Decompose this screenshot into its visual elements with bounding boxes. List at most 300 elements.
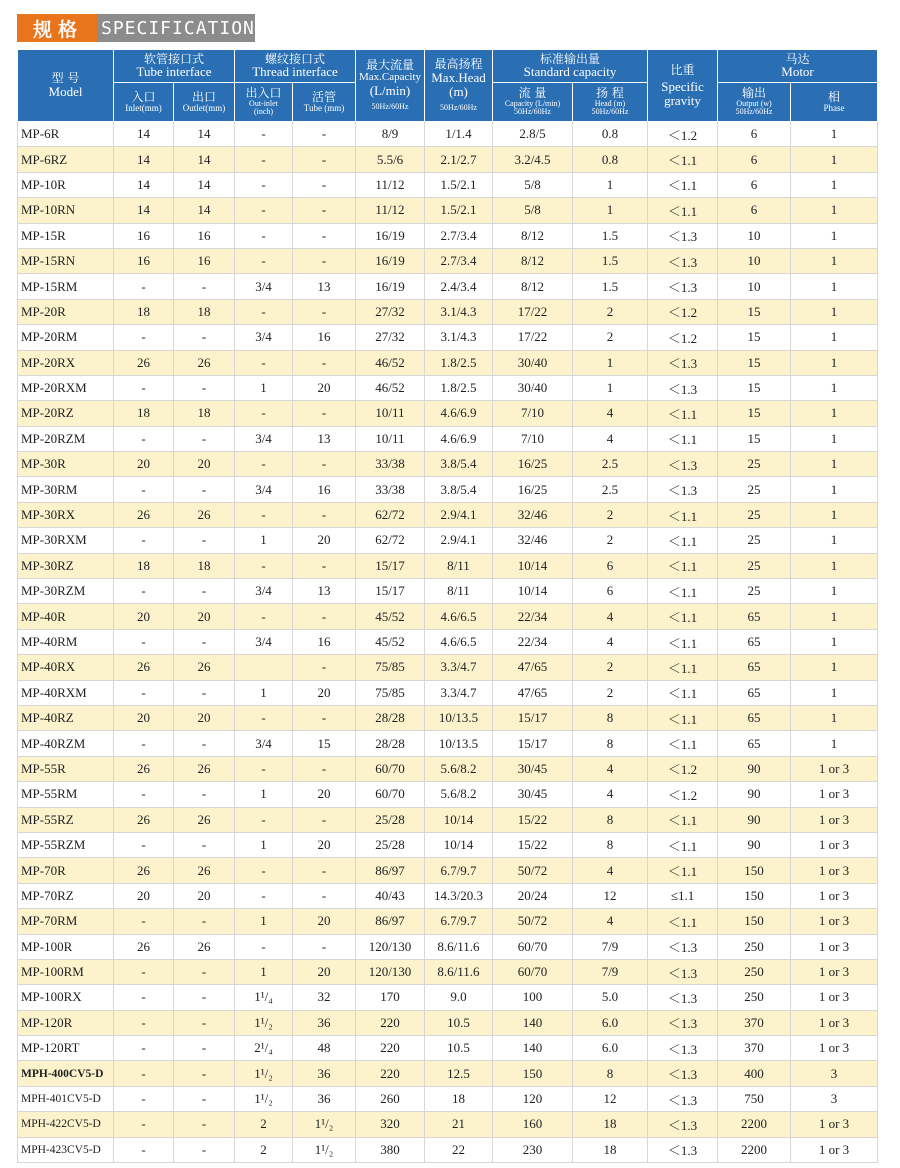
- table-row: [18, 1061, 878, 1086]
- cell-sg: ＜1.2: [648, 299, 718, 324]
- cell-maxhead: 10/14: [425, 807, 493, 832]
- cell-tube: -: [293, 198, 356, 223]
- cell-outlet: -: [174, 1010, 235, 1035]
- cell-thread: [235, 655, 293, 680]
- cell-model: MP-20RM: [18, 325, 114, 350]
- cell-sg: ＜1.3: [648, 452, 718, 477]
- cell-stdcap: 8/12: [493, 223, 573, 248]
- header-specific-gravity: 比重 Specific gravity: [648, 50, 718, 122]
- cell-phase: 1: [791, 299, 878, 324]
- cell-sg: ＜1.1: [648, 731, 718, 756]
- cell-model: MP-30RZ: [18, 553, 114, 578]
- cell-stdcap: 120: [493, 1086, 573, 1111]
- cell-thread: 1¹/₂: [235, 1010, 293, 1035]
- cell-outlet: 14: [174, 122, 235, 147]
- cell-stdcap: 30/40: [493, 375, 573, 400]
- cell-output: 90: [718, 807, 791, 832]
- cell-thread: -: [235, 452, 293, 477]
- cell-maxhead: 9.0: [425, 985, 493, 1010]
- cell-outlet: -: [174, 274, 235, 299]
- cell-phase: 1: [791, 401, 878, 426]
- header-max-capacity: 最大流量 Max.Capacity (L/min) 50Hz/60Hz: [356, 50, 425, 122]
- cell-stdhead: 6.0: [573, 1010, 648, 1035]
- cell-inlet: 20: [114, 705, 174, 730]
- cell-model: MP-10R: [18, 172, 114, 197]
- cell-outlet: -: [174, 731, 235, 756]
- cell-stdhead: 4: [573, 426, 648, 451]
- cell-stdcap: 140: [493, 1036, 573, 1061]
- cell-thread: 1: [235, 528, 293, 553]
- cell-sg: ＜1.3: [648, 1086, 718, 1111]
- cell-stdhead: 4: [573, 756, 648, 781]
- table-row: [18, 528, 878, 553]
- cell-outlet: -: [174, 782, 235, 807]
- cell-stdhead: 7/9: [573, 934, 648, 959]
- cell-model: MP-55RM: [18, 782, 114, 807]
- cell-outlet: -: [174, 680, 235, 705]
- cell-thread: 2: [235, 1137, 293, 1162]
- cell-maxhead: 6.7/9.7: [425, 909, 493, 934]
- cell-tube: -: [293, 248, 356, 273]
- cell-maxcap: 60/70: [356, 782, 425, 807]
- header-motor-phase: 相 Phase: [791, 83, 878, 122]
- cell-phase: 1 or 3: [791, 832, 878, 857]
- cell-maxhead: 3.8/5.4: [425, 452, 493, 477]
- cell-maxhead: 3.1/4.3: [425, 325, 493, 350]
- cell-model: MP-70RM: [18, 909, 114, 934]
- cell-phase: 1: [791, 274, 878, 299]
- cell-output: 150: [718, 909, 791, 934]
- cell-model: MP-100RX: [18, 985, 114, 1010]
- cell-model: MP-6R: [18, 122, 114, 147]
- cell-stdcap: 15/22: [493, 807, 573, 832]
- cell-output: 6: [718, 172, 791, 197]
- cell-maxcap: 25/28: [356, 832, 425, 857]
- cell-stdhead: 2: [573, 502, 648, 527]
- cell-tube: -: [293, 807, 356, 832]
- cell-maxcap: 15/17: [356, 553, 425, 578]
- cell-stdcap: 160: [493, 1112, 573, 1137]
- cell-stdhead: 12: [573, 883, 648, 908]
- cell-tube: 13: [293, 426, 356, 451]
- cell-outlet: -: [174, 909, 235, 934]
- cell-thread: -: [235, 223, 293, 248]
- cell-inlet: -: [114, 375, 174, 400]
- cell-model: MP-40R: [18, 604, 114, 629]
- cell-phase: 1 or 3: [791, 1010, 878, 1035]
- cell-outlet: 16: [174, 248, 235, 273]
- cell-maxhead: 4.6/6.5: [425, 604, 493, 629]
- cell-sg: ＜1.1: [648, 705, 718, 730]
- cell-outlet: 20: [174, 452, 235, 477]
- cell-output: 250: [718, 959, 791, 984]
- cell-thread: -: [235, 807, 293, 832]
- cell-maxcap: 28/28: [356, 731, 425, 756]
- cell-output: 15: [718, 299, 791, 324]
- header-std-head: 扬 程 Head (m) 50Hz/60Hz: [573, 83, 648, 122]
- cell-outlet: 18: [174, 401, 235, 426]
- cell-model: MP-6RZ: [18, 147, 114, 172]
- cell-maxcap: 120/130: [356, 934, 425, 959]
- cell-output: 25: [718, 528, 791, 553]
- cell-stdcap: 10/14: [493, 579, 573, 604]
- cell-stdcap: 2.8/5: [493, 122, 573, 147]
- cell-stdhead: 4: [573, 401, 648, 426]
- cell-thread: 3/4: [235, 477, 293, 502]
- cell-model: MPH-400CV5-D: [18, 1061, 114, 1086]
- cell-stdcap: 20/24: [493, 883, 573, 908]
- cell-output: 400: [718, 1061, 791, 1086]
- cell-model: MP-55R: [18, 756, 114, 781]
- cell-inlet: 26: [114, 858, 174, 883]
- cell-thread: 2¹/₄: [235, 1036, 293, 1061]
- table-row: [18, 883, 878, 908]
- cell-stdcap: 60/70: [493, 934, 573, 959]
- cell-sg: ＜1.1: [648, 401, 718, 426]
- cell-inlet: -: [114, 274, 174, 299]
- cell-stdcap: 30/40: [493, 350, 573, 375]
- cell-stdcap: 7/10: [493, 401, 573, 426]
- cell-tube: 20: [293, 680, 356, 705]
- cell-stdhead: 2: [573, 528, 648, 553]
- cell-stdhead: 0.8: [573, 147, 648, 172]
- cell-phase: 1: [791, 122, 878, 147]
- cell-output: 15: [718, 375, 791, 400]
- cell-outlet: 20: [174, 883, 235, 908]
- cell-thread: 1¹/₂: [235, 1061, 293, 1086]
- cell-sg: ＜1.1: [648, 528, 718, 553]
- cell-thread: 3/4: [235, 325, 293, 350]
- cell-maxcap: 320: [356, 1112, 425, 1137]
- header-tube-inlet: 入口 Inlet(mm): [114, 83, 174, 122]
- cell-thread: 3/4: [235, 731, 293, 756]
- cell-maxcap: 27/32: [356, 299, 425, 324]
- cell-thread: 2: [235, 1112, 293, 1137]
- table-body: [18, 122, 878, 1163]
- table-row: [18, 401, 878, 426]
- cell-maxcap: 170: [356, 985, 425, 1010]
- cell-model: MP-120RT: [18, 1036, 114, 1061]
- cell-sg: ＜1.1: [648, 553, 718, 578]
- cell-stdhead: 1.5: [573, 223, 648, 248]
- cell-stdhead: 2: [573, 299, 648, 324]
- table-row: [18, 248, 878, 273]
- cell-stdhead: 2: [573, 325, 648, 350]
- cell-maxhead: 3.3/4.7: [425, 655, 493, 680]
- cell-maxcap: 220: [356, 1010, 425, 1035]
- cell-stdcap: 60/70: [493, 959, 573, 984]
- table-row: [18, 477, 878, 502]
- cell-output: 90: [718, 782, 791, 807]
- cell-tube: -: [293, 122, 356, 147]
- cell-tube: 48: [293, 1036, 356, 1061]
- cell-stdcap: 8/12: [493, 274, 573, 299]
- cell-tube: 16: [293, 629, 356, 654]
- cell-output: 25: [718, 477, 791, 502]
- cell-outlet: -: [174, 528, 235, 553]
- cell-output: 370: [718, 1036, 791, 1061]
- cell-maxcap: 46/52: [356, 350, 425, 375]
- cell-maxcap: 62/72: [356, 528, 425, 553]
- cell-outlet: 26: [174, 807, 235, 832]
- table-row: [18, 325, 878, 350]
- cell-outlet: -: [174, 1061, 235, 1086]
- cell-maxhead: 1.5/2.1: [425, 198, 493, 223]
- cell-model: MP-40RZM: [18, 731, 114, 756]
- cell-output: 15: [718, 426, 791, 451]
- cell-maxcap: 11/12: [356, 172, 425, 197]
- cell-maxcap: 75/85: [356, 680, 425, 705]
- cell-maxcap: 10/11: [356, 426, 425, 451]
- cell-output: 65: [718, 655, 791, 680]
- cell-stdhead: 2.5: [573, 477, 648, 502]
- cell-model: MP-40RM: [18, 629, 114, 654]
- cell-stdcap: 5/8: [493, 198, 573, 223]
- cell-stdcap: 230: [493, 1137, 573, 1162]
- cell-stdhead: 6: [573, 553, 648, 578]
- cell-output: 25: [718, 452, 791, 477]
- cell-stdhead: 4: [573, 604, 648, 629]
- cell-inlet: -: [114, 579, 174, 604]
- cell-maxhead: 3.8/5.4: [425, 477, 493, 502]
- cell-maxhead: 2.4/3.4: [425, 274, 493, 299]
- header-thread-outinlet: 出入口 Out-inlet (inch): [235, 83, 293, 122]
- cell-phase: 1 or 3: [791, 1036, 878, 1061]
- cell-maxhead: 10/13.5: [425, 705, 493, 730]
- cell-sg: ＜1.1: [648, 680, 718, 705]
- cell-stdhead: 2.5: [573, 452, 648, 477]
- cell-stdhead: 7/9: [573, 959, 648, 984]
- cell-stdhead: 0.8: [573, 122, 648, 147]
- cell-output: 65: [718, 680, 791, 705]
- table-row: [18, 832, 878, 857]
- cell-phase: 1 or 3: [791, 934, 878, 959]
- table-row: [18, 985, 878, 1010]
- cell-maxhead: 10/14: [425, 832, 493, 857]
- cell-sg: ＜1.3: [648, 1112, 718, 1137]
- cell-phase: 1 or 3: [791, 807, 878, 832]
- cell-inlet: -: [114, 426, 174, 451]
- cell-maxhead: 2.7/3.4: [425, 223, 493, 248]
- cell-stdcap: 15/17: [493, 705, 573, 730]
- cell-inlet: -: [114, 1086, 174, 1111]
- cell-tube: 36: [293, 1010, 356, 1035]
- cell-output: 2200: [718, 1112, 791, 1137]
- cell-sg: ＜1.3: [648, 1036, 718, 1061]
- cell-outlet: -: [174, 375, 235, 400]
- cell-thread: -: [235, 553, 293, 578]
- cell-tube: 36: [293, 1061, 356, 1086]
- cell-output: 15: [718, 350, 791, 375]
- cell-outlet: 14: [174, 147, 235, 172]
- cell-maxhead: 10/13.5: [425, 731, 493, 756]
- table-row: [18, 731, 878, 756]
- table-row: [18, 122, 878, 147]
- cell-outlet: 26: [174, 655, 235, 680]
- cell-phase: 1: [791, 680, 878, 705]
- cell-stdcap: 30/45: [493, 782, 573, 807]
- cell-inlet: -: [114, 782, 174, 807]
- table-row: [18, 579, 878, 604]
- cell-stdcap: 17/22: [493, 325, 573, 350]
- cell-outlet: 20: [174, 604, 235, 629]
- cell-model: MPH-423CV5-D: [18, 1137, 114, 1162]
- cell-sg: ＜1.3: [648, 1010, 718, 1035]
- cell-maxcap: 120/130: [356, 959, 425, 984]
- cell-maxcap: 33/38: [356, 452, 425, 477]
- cell-thread: -: [235, 502, 293, 527]
- cell-stdhead: 1.5: [573, 248, 648, 273]
- cell-maxcap: 75/85: [356, 655, 425, 680]
- table-row: [18, 172, 878, 197]
- header-motor: 马达 Motor: [718, 50, 878, 83]
- cell-phase: 3: [791, 1086, 878, 1111]
- cell-model: MP-10RN: [18, 198, 114, 223]
- cell-model: MPH-422CV5-D: [18, 1112, 114, 1137]
- cell-stdhead: 2: [573, 655, 648, 680]
- cell-thread: 3/4: [235, 579, 293, 604]
- cell-inlet: 16: [114, 223, 174, 248]
- header-model: 型 号 Model: [18, 50, 114, 122]
- cell-thread: -: [235, 705, 293, 730]
- cell-tube: -: [293, 502, 356, 527]
- cell-output: 750: [718, 1086, 791, 1111]
- cell-inlet: 16: [114, 248, 174, 273]
- cell-maxcap: 10/11: [356, 401, 425, 426]
- cell-stdcap: 10/14: [493, 553, 573, 578]
- cell-inlet: 26: [114, 934, 174, 959]
- cell-maxhead: 8.6/11.6: [425, 934, 493, 959]
- cell-outlet: 26: [174, 502, 235, 527]
- cell-phase: 1: [791, 502, 878, 527]
- cell-tube: -: [293, 223, 356, 248]
- cell-sg: ＜1.3: [648, 274, 718, 299]
- cell-stdcap: 47/65: [493, 655, 573, 680]
- header-thread-interface: 螺纹接口式 Thread interface: [235, 50, 356, 83]
- cell-maxhead: 1/1.4: [425, 122, 493, 147]
- title-chinese: 规格: [17, 14, 97, 42]
- cell-maxcap: 45/52: [356, 604, 425, 629]
- table-row: [18, 426, 878, 451]
- cell-inlet: -: [114, 1061, 174, 1086]
- table-row: [18, 680, 878, 705]
- cell-stdcap: 100: [493, 985, 573, 1010]
- cell-sg: ＜1.1: [648, 655, 718, 680]
- cell-inlet: 18: [114, 401, 174, 426]
- cell-thread: -: [235, 122, 293, 147]
- cell-output: 65: [718, 731, 791, 756]
- cell-phase: 1: [791, 198, 878, 223]
- cell-sg: ＜1.3: [648, 350, 718, 375]
- cell-inlet: 26: [114, 807, 174, 832]
- cell-maxhead: 4.6/6.5: [425, 629, 493, 654]
- cell-outlet: -: [174, 426, 235, 451]
- cell-tube: -: [293, 452, 356, 477]
- cell-model: MP-20RZ: [18, 401, 114, 426]
- cell-maxcap: 27/32: [356, 325, 425, 350]
- cell-sg: ≤1.1: [648, 883, 718, 908]
- cell-tube: -: [293, 172, 356, 197]
- table-row: [18, 223, 878, 248]
- cell-outlet: 26: [174, 350, 235, 375]
- cell-inlet: -: [114, 325, 174, 350]
- cell-tube: 13: [293, 579, 356, 604]
- cell-outlet: -: [174, 629, 235, 654]
- cell-sg: ＜1.3: [648, 959, 718, 984]
- cell-inlet: 18: [114, 553, 174, 578]
- cell-phase: 1: [791, 248, 878, 273]
- cell-sg: ＜1.1: [648, 832, 718, 857]
- table-row: [18, 452, 878, 477]
- cell-phase: 1 or 3: [791, 1112, 878, 1137]
- cell-inlet: 26: [114, 655, 174, 680]
- cell-tube: 16: [293, 325, 356, 350]
- cell-inlet: 14: [114, 122, 174, 147]
- cell-output: 250: [718, 985, 791, 1010]
- table-row: [18, 934, 878, 959]
- cell-sg: ＜1.1: [648, 147, 718, 172]
- cell-stdcap: 50/72: [493, 909, 573, 934]
- cell-phase: 1 or 3: [791, 959, 878, 984]
- cell-maxcap: 40/43: [356, 883, 425, 908]
- cell-inlet: 20: [114, 452, 174, 477]
- cell-outlet: 26: [174, 756, 235, 781]
- cell-tube: -: [293, 883, 356, 908]
- cell-model: MPH-401CV5-D: [18, 1086, 114, 1111]
- cell-thread: 1: [235, 832, 293, 857]
- cell-maxcap: 8/9: [356, 122, 425, 147]
- cell-inlet: -: [114, 909, 174, 934]
- cell-tube: -: [293, 299, 356, 324]
- cell-tube: 20: [293, 528, 356, 553]
- cell-output: 370: [718, 1010, 791, 1035]
- table-row: [18, 629, 878, 654]
- cell-inlet: -: [114, 1112, 174, 1137]
- cell-inlet: 14: [114, 147, 174, 172]
- cell-tube: -: [293, 655, 356, 680]
- table-row: [18, 604, 878, 629]
- cell-model: MP-120R: [18, 1010, 114, 1035]
- table-header: [18, 50, 878, 122]
- cell-phase: 1: [791, 477, 878, 502]
- cell-maxcap: 46/52: [356, 375, 425, 400]
- table-row: [18, 502, 878, 527]
- cell-thread: -: [235, 604, 293, 629]
- cell-maxcap: 60/70: [356, 756, 425, 781]
- cell-output: 25: [718, 502, 791, 527]
- header-standard-capacity: 标准输出量 Standard capacity: [493, 50, 648, 83]
- cell-stdcap: 150: [493, 1061, 573, 1086]
- cell-inlet: -: [114, 959, 174, 984]
- cell-phase: 1: [791, 452, 878, 477]
- cell-thread: -: [235, 299, 293, 324]
- cell-tube: -: [293, 756, 356, 781]
- header-thread-tube: 活管 Tube (mm): [293, 83, 356, 122]
- cell-stdhead: 2: [573, 680, 648, 705]
- cell-sg: ＜1.2: [648, 325, 718, 350]
- cell-output: 250: [718, 934, 791, 959]
- cell-output: 6: [718, 122, 791, 147]
- cell-stdcap: 15/17: [493, 731, 573, 756]
- cell-phase: 1: [791, 629, 878, 654]
- header-max-head: 最高扬程 Max.Head (m) 50Hz/60Hz: [425, 50, 493, 122]
- cell-model: MP-70R: [18, 858, 114, 883]
- cell-maxhead: 18: [425, 1086, 493, 1111]
- cell-tube: -: [293, 705, 356, 730]
- cell-stdhead: 4: [573, 858, 648, 883]
- table-row: [18, 147, 878, 172]
- cell-output: 15: [718, 401, 791, 426]
